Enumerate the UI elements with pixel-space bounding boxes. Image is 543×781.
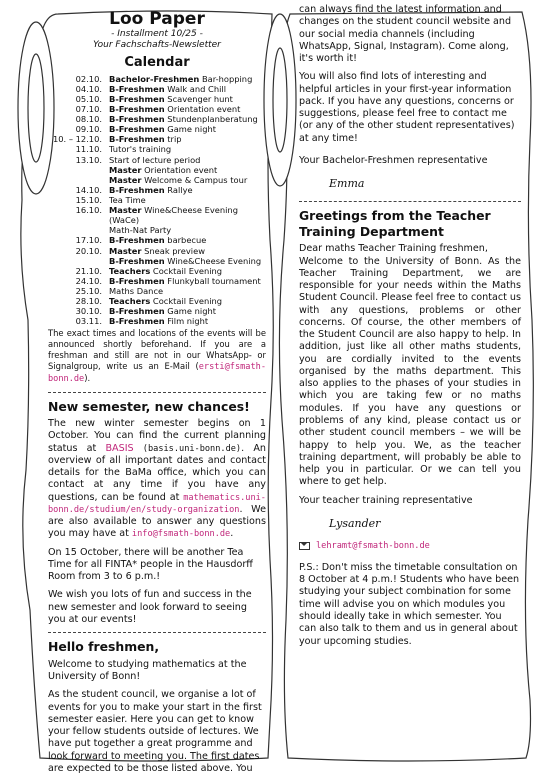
calendar-audience: B-Freshmen <box>109 255 165 266</box>
calendar-row <box>52 266 266 276</box>
calendar-row <box>52 104 266 114</box>
calendar-event-name: Welcome & Campus tour <box>144 174 248 185</box>
basis-link[interactable]: BASIS <box>105 442 134 454</box>
calendar-audience: Master <box>109 174 142 185</box>
calendar-date: 08.10. <box>75 114 102 125</box>
calendar-row <box>52 94 266 104</box>
calendar-audience: Teachers <box>109 296 151 307</box>
calendar-row <box>52 155 266 165</box>
calendar-event-name: Rallye <box>167 184 193 195</box>
ersti-email-link[interactable]: ersti@fsmath-bonn.de <box>48 362 266 385</box>
calendar-date: 16.10. <box>75 205 102 216</box>
new-semester-section <box>48 399 266 627</box>
calendar-row <box>52 144 266 154</box>
hello-closing: Your Bachelor-Freshmen representative <box>299 154 488 166</box>
calendar-row <box>52 84 266 94</box>
calendar-event <box>109 266 266 276</box>
newsletter-title: Loo Paper <box>109 9 205 29</box>
calendar-date: 02.10. <box>75 73 102 84</box>
calendar-event <box>109 155 266 165</box>
calendar-audience: Master <box>109 164 142 175</box>
calendar-event-name: Orientation event <box>167 104 241 115</box>
calendar-row <box>52 195 266 205</box>
calendar-audience: B-Freshmen <box>109 275 165 286</box>
info-email-link[interactable]: info@fsmath-bonn.de <box>131 529 231 540</box>
calendar-event <box>109 84 266 94</box>
study-organization-link[interactable]: mathematics.uni-bonn.de/studium/en/study-organization <box>48 492 266 515</box>
calendar-table <box>52 74 266 327</box>
new-semester-heading: New semester, new chances! <box>48 398 250 414</box>
calendar-note: The exact times and locations of the events will be announced shortly beforehand. If you are a freshman and still are not in our WhatsApp- or Signalgroup, write us an E-Mail (ersti@fsmath-bonn.de). <box>48 328 266 385</box>
calendar-event-name: Math-Nat Party <box>109 225 172 236</box>
hello-section <box>48 639 266 775</box>
calendar-date: 25.10. <box>75 285 102 296</box>
calendar-audience: B-Freshmen <box>109 124 165 135</box>
calendar-row <box>52 306 266 316</box>
basis-url: (basis.uni-bonn.de) <box>142 443 242 454</box>
calendar-event-name: Flunkyball tournament <box>167 275 261 286</box>
calendar-title: Calendar <box>124 55 190 71</box>
calendar-event <box>109 205 266 225</box>
calendar-event-name: Game night <box>167 124 216 135</box>
teacher-section <box>299 208 521 648</box>
teacher-closing: Your teacher training representative <box>299 494 473 506</box>
calendar-date: 28.10. <box>75 296 102 307</box>
calendar-date <box>52 256 109 266</box>
calendar-event <box>109 165 266 175</box>
calendar-date: 21.10. <box>75 265 102 276</box>
calendar-date: 10. – 12.10. <box>52 134 102 145</box>
calendar-audience: B-Freshmen <box>109 316 165 327</box>
calendar-event-name: Sneak preview <box>144 245 205 256</box>
calendar-row <box>52 114 266 124</box>
calendar-event <box>109 286 266 296</box>
calendar-event-name: Walk and Chill <box>167 83 227 94</box>
calendar-event <box>109 195 266 205</box>
calendar-audience: B-Freshmen <box>109 235 165 246</box>
right-column <box>299 0 521 654</box>
calendar-audience: Bachelor-Freshmen <box>109 73 200 84</box>
calendar-date <box>52 165 109 175</box>
tagline: Your Fachschafts-Newsletter <box>93 40 221 51</box>
calendar-row <box>52 316 266 326</box>
calendar-event <box>109 114 266 124</box>
calendar-audience: B-Freshmen <box>109 83 165 94</box>
calendar-event <box>109 246 266 256</box>
hello-heading: Hello freshmen, <box>48 639 160 655</box>
signature-lysander: Lysander <box>329 516 381 530</box>
calendar-event-name: Film night <box>167 316 209 327</box>
calendar-audience: B-Freshmen <box>109 114 165 125</box>
calendar-event-name: barbecue <box>167 235 207 246</box>
calendar-event-name: Cocktail Evening <box>152 296 223 307</box>
calendar-row <box>52 124 266 134</box>
calendar-event <box>109 316 266 326</box>
calendar-audience: Master <box>109 245 142 256</box>
masthead <box>48 10 266 52</box>
teacher-paragraph-1: Dear maths Teacher Training freshmen, <box>299 243 488 255</box>
calendar-row <box>52 205 266 225</box>
calendar-event-name: Tea Time <box>109 195 146 205</box>
calendar-event-name: Tutor's training <box>109 144 172 155</box>
calendar-event <box>109 104 266 114</box>
calendar-date: 30.10. <box>75 306 102 317</box>
calendar-row <box>52 246 266 256</box>
new-semester-paragraph-1: The new winter semester begins on 1 October. You can find the current planning status at BASIS (basis.uni-bonn.de). An overview of all important dates and contact details for the BaMa office, which you can contact at any time if you have any questions, can be found at mathematics.uni-bonn.de/studium/en/study-organization. We are also available to answer any questions you may have at info@fsmath-bonn.de. <box>48 418 266 540</box>
calendar-event <box>109 296 266 306</box>
calendar-audience: B-Freshmen <box>109 104 165 115</box>
calendar-row <box>52 134 266 144</box>
calendar-event-name: Game night <box>167 306 216 317</box>
calendar-row <box>52 296 266 306</box>
calendar-event <box>109 124 266 134</box>
envelope-icon <box>299 542 310 550</box>
calendar-audience: B-Freshmen <box>109 134 165 145</box>
calendar-audience: Master <box>109 205 142 216</box>
hello-paragraph-2: As the student council, we organise a lot of events for you to make your start in the first semester easier. Here you can get to know your fellow students outside of lectures. We have put together a great programme and look forward to meeting you. The first dates are expected to be those listed above. You <box>48 689 262 774</box>
calendar-row <box>52 185 266 195</box>
calendar-event-name: trip <box>167 134 182 145</box>
calendar-event-name: Start of lecture period <box>109 154 201 165</box>
calendar-date: 15.10. <box>75 195 102 205</box>
calendar-event <box>109 144 266 154</box>
calendar-row <box>52 74 266 84</box>
calendar-event <box>109 256 266 266</box>
calendar-row <box>52 286 266 296</box>
teacher-ps: P.S.: Don't miss the timetable consultation on 8 October at 4 p.m.! Students who have been studying your subject combination for some time will advise you on which modules you should ideally take in which semester. You can also talk to them and us in general about your upcoming studies. <box>299 561 520 647</box>
calendar-date: 20.10. <box>75 245 102 256</box>
divider <box>299 201 521 202</box>
hello-paragraph-3: You will also find lots of interesting and helpful articles in your first-year information pack. If you have any questions, concerns or suggestions, please feel free to contact me (or any of the other student representatives) at any time! <box>299 71 515 144</box>
calendar-event <box>109 225 266 235</box>
calendar-date: 07.10. <box>75 104 102 115</box>
calendar-date <box>52 225 109 235</box>
calendar-date: 09.10. <box>75 124 102 135</box>
left-column <box>48 0 266 781</box>
calendar-event <box>109 306 266 316</box>
calendar-event-name: Wine&Cheese Evening <box>167 255 262 266</box>
installment: - Installment 10/25 - <box>111 28 203 39</box>
calendar-row <box>52 276 266 286</box>
calendar-audience: Teachers <box>109 265 151 276</box>
calendar-event-name: Bar-hopping <box>201 73 253 84</box>
calendar-date <box>52 175 109 185</box>
calendar-event-name: Wine&Cheese Evening (WaCe) <box>109 205 238 226</box>
calendar-date: 04.10. <box>75 83 102 94</box>
teacher-email-line <box>299 541 521 552</box>
teacher-paragraph-2: Welcome to the University of Bonn. As the Teacher Training Department, we are responsible for your needs within the Maths Student Council. Please feel free to contact us with any questions, problems or other concerns. Of course, the other members of the Student Council are also happy to help. In addition, just like all other maths students, you are cordially invited to the events organised by the maths department. This also applies to the phases of your studies in which you are taking few or no maths modules. If you have any questions or problems of any kind, please contact us or other student council members – we will be happy to help you. We, as the teacher training department, will probably be able to help you in particular. Or we can tell you where to get help. <box>299 255 522 488</box>
calendar-date: 17.10. <box>75 235 102 246</box>
calendar-date: 24.10. <box>75 275 102 286</box>
calendar-event <box>109 74 266 84</box>
calendar-date: 03.11. <box>75 316 102 327</box>
calendar-event-name: Cocktail Evening <box>152 265 223 276</box>
calendar-audience: B-Freshmen <box>109 306 165 317</box>
calendar-event-name: Stundenplanberatung <box>167 114 258 125</box>
calendar-row <box>52 165 266 175</box>
calendar-date: 13.10. <box>75 154 102 165</box>
calendar-date: 14.10. <box>75 184 102 195</box>
new-semester-paragraph-2: On 15 October, there will be another Tea Time for all FINTA* people in the Hausdorff Room from 3 to 6 p.m.! <box>48 546 253 583</box>
signature-emma: Emma <box>329 177 365 191</box>
calendar-event-name: Orientation event <box>144 164 218 175</box>
calendar-event <box>109 276 266 286</box>
hello-paragraph-2-continued: can always find the latest information and changes on the student council website and our social media channels (including WhatsApp, Signal, Instagram). Come along, it's worth it! <box>299 4 512 65</box>
calendar-audience: B-Freshmen <box>109 184 165 195</box>
calendar-event-name: Scavenger hunt <box>167 93 233 104</box>
teacher-heading: Greetings from the Teacher Training Department <box>299 208 491 239</box>
calendar-event <box>109 134 266 144</box>
calendar-date: 11.10. <box>75 144 102 155</box>
lehramt-email-link[interactable]: lehramt@fsmath-bonn.de <box>316 540 430 551</box>
calendar-event <box>109 235 266 245</box>
calendar-event-name: Maths Dance <box>109 285 164 296</box>
divider <box>48 632 266 633</box>
calendar-event <box>109 94 266 104</box>
calendar-row <box>52 235 266 245</box>
divider <box>48 392 266 393</box>
calendar-row <box>52 256 266 266</box>
hello-paragraph-1: Welcome to studying mathematics at the University of Bonn! <box>48 658 247 683</box>
calendar-row <box>52 225 266 235</box>
calendar-event <box>109 185 266 195</box>
calendar-date: 05.10. <box>75 93 102 104</box>
calendar-event <box>109 175 266 185</box>
calendar-row <box>52 175 266 185</box>
calendar-audience: B-Freshmen <box>109 93 165 104</box>
new-semester-paragraph-3: We wish you lots of fun and success in the new semester and look forward to seeing you at our events! <box>48 589 252 626</box>
